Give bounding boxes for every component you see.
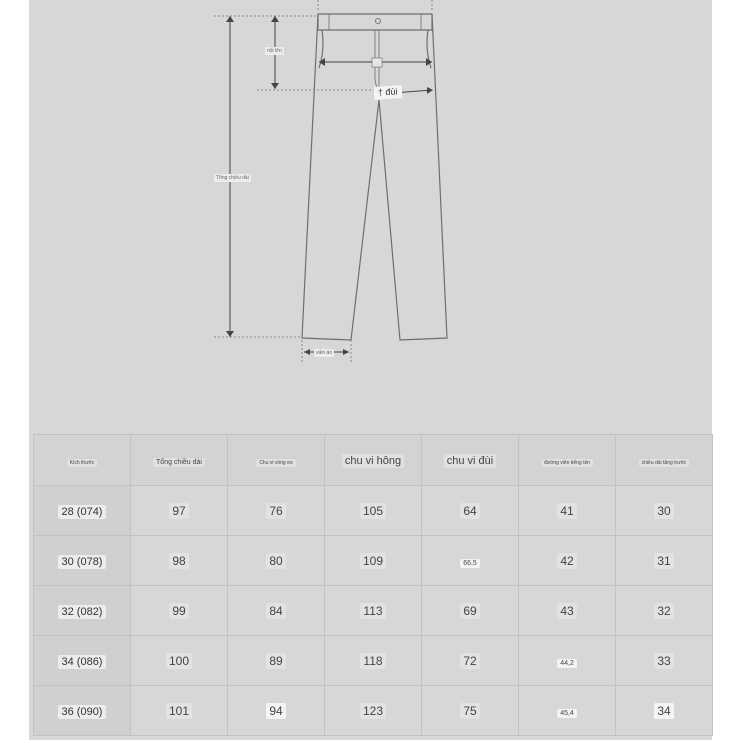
thigh-label: † đùi [374,85,402,100]
table-cell: 109 [325,536,422,586]
size-cell: 30 (078) [34,536,131,586]
table-cell: 30 [616,486,713,536]
size-guide-sheet [29,0,712,740]
table-cell: 33 [616,636,713,686]
table-cell: 34 [616,686,713,736]
table-cell: 97 [131,486,228,536]
size-cell: 36 (090) [34,686,131,736]
header-cell: Chu vi vòng eo [228,435,325,486]
rise-label: nối lên [267,48,282,54]
table-cell: 41 [519,486,616,536]
table-cell: 69 [422,586,519,636]
table-row [34,686,713,736]
table-cell: 45,4 [519,686,616,736]
header-cell: đường viền tiếng tên [519,435,616,486]
table-cell: 100 [131,636,228,686]
table-cell: 64 [422,486,519,536]
table-cell: 123 [325,686,422,736]
table-row [34,536,713,586]
table-row [34,486,713,536]
waist-marker [372,58,382,67]
waist-guide [318,0,432,12]
pants-drawing [29,0,712,400]
table-cell: 75 [422,686,519,736]
table-cell: 99 [131,586,228,636]
table-cell: 32 [616,586,713,636]
button-icon [376,19,381,24]
header-cell: chu vi hông [325,435,422,486]
table-cell: 89 [228,636,325,686]
table-cell: 31 [616,536,713,586]
table-cell: 80 [228,536,325,586]
table-cell: 84 [228,586,325,636]
header-cell: Tổng chiều dài [131,435,228,486]
header-cell: chiều dài tăng trước [616,435,713,486]
table-cell: 98 [131,536,228,586]
table-cell: 44,2 [519,636,616,686]
header-cell: chu vi đùi [422,435,519,486]
table-cell: 113 [325,586,422,636]
header-cell: Kích thước [34,435,131,486]
table-cell: 94 [228,686,325,736]
table-cell: 43 [519,586,616,636]
pants-measurement-diagram [29,0,712,400]
total-length-label: Tổng chiều dài [216,175,249,181]
table-cell: 118 [325,636,422,686]
table-cell: 42 [519,536,616,586]
table-header-row [34,435,713,486]
size-cell: 28 (074) [34,486,131,536]
table-cell: 101 [131,686,228,736]
waistband-outline [318,14,432,30]
table-cell: 66,5 [422,536,519,586]
table-row [34,636,713,686]
table-row [34,586,713,636]
size-cell: 34 (086) [34,636,131,686]
size-table [33,434,713,736]
table-cell: 76 [228,486,325,536]
hem-label: viền áo [316,350,333,356]
table-cell: 72 [422,636,519,686]
table-cell: 105 [325,486,422,536]
size-cell: 32 (082) [34,586,131,636]
